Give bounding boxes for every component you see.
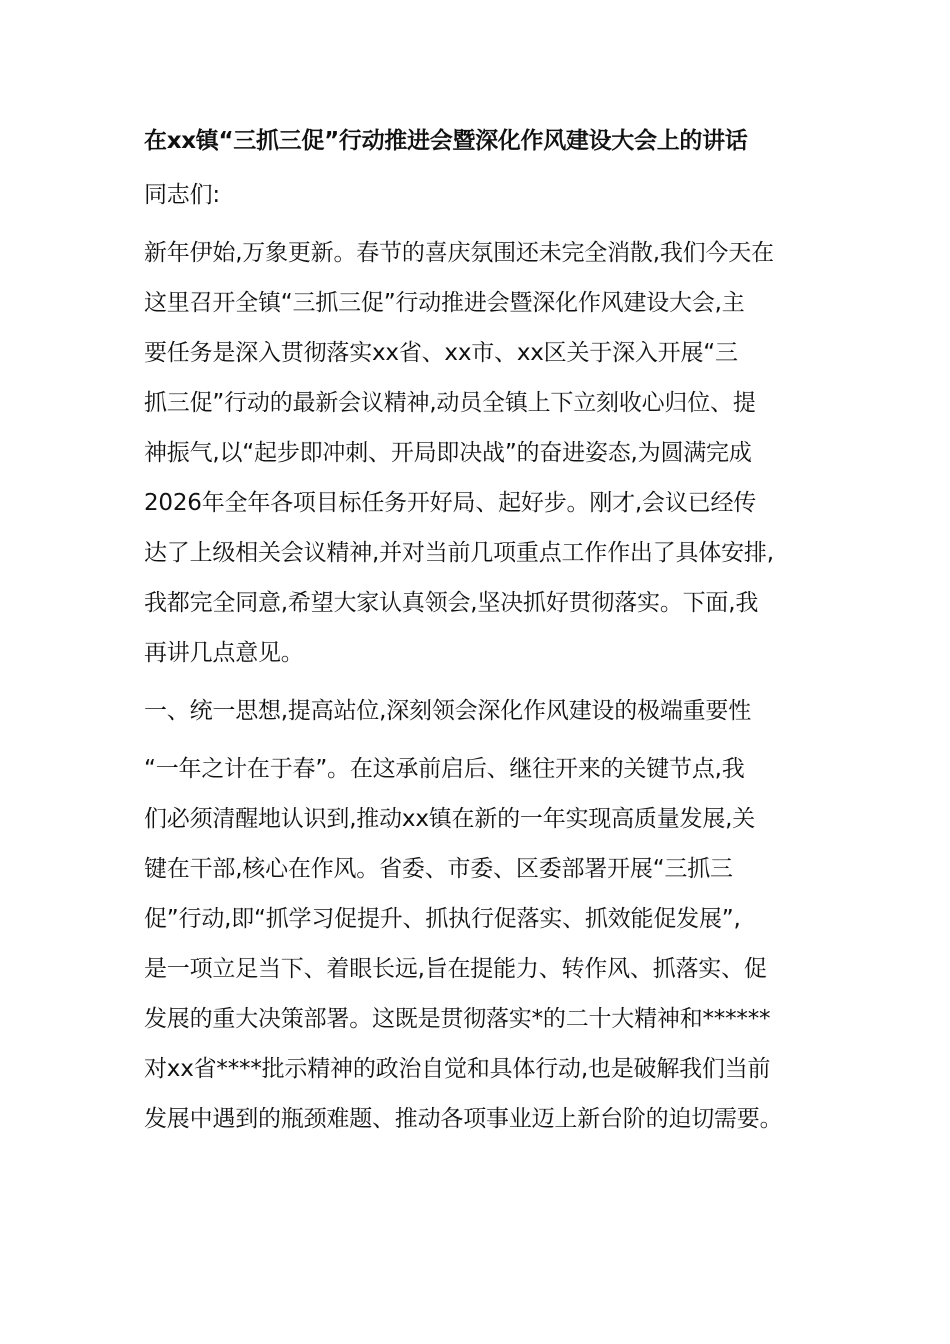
- paragraph-line: 达了上级相关会议精神,并对当前几项重点工作作出了具体安排,: [144, 540, 774, 566]
- salutation: 同志们:: [144, 182, 220, 208]
- paragraph-line: 这里召开全镇“三抓三促”行动推进会暨深化作风建设大会,主: [144, 290, 745, 316]
- section-heading: 一、统一思想,提高站位,深刻领会深化作风建设的极端重要性: [144, 698, 752, 724]
- document-title: 在xx镇“三抓三促”行动推进会暨深化作风建设大会上的讲话: [144, 128, 748, 154]
- paragraph-line: 是一项立足当下、着眼长远,旨在提能力、转作风、抓落实、促: [144, 956, 767, 982]
- paragraph-line: 我都完全同意,希望大家认真领会,坚决抓好贯彻落实。下面,我: [144, 590, 759, 616]
- paragraph-line: 们必须清醒地认识到,推动xx镇在新的一年实现高质量发展,关: [144, 806, 756, 832]
- paragraph-line: 促”行动,即“抓学习促提升、抓执行促落实、抓效能促发展”,: [144, 906, 741, 932]
- paragraph-line: 发展的重大决策部署。这既是贯彻落实*的二十大精神和******: [144, 1006, 771, 1032]
- paragraph-line: 新年伊始,万象更新。春节的喜庆氛围还未完全消散,我们今天在: [144, 240, 774, 266]
- paragraph-line: 神振气,以“起步即冲刺、开局即决战”的奋进姿态,为圆满完成: [144, 440, 752, 466]
- paragraph-line: 对xx省****批示精神的政治自觉和具体行动,也是破解我们当前: [144, 1056, 771, 1082]
- paragraph-intro: [144, 228, 806, 678]
- paragraph-line: “一年之计在于春”。在这承前启后、继往开来的关键节点,我: [144, 756, 745, 782]
- paragraph-line: 键在干部,核心在作风。省委、市委、区委部署开展“三抓三: [144, 856, 733, 882]
- document-page: [144, 120, 806, 1144]
- paragraph-line: 再讲几点意见。: [144, 640, 304, 666]
- paragraph-line: 抓三促”行动的最新会议精神,动员全镇上下立刻收心归位、提: [144, 390, 756, 416]
- paragraph-section-one: [144, 744, 806, 1144]
- paragraph-line: 2026年全年各项目标任务开好局、起好步。刚才,会议已经传: [144, 490, 757, 516]
- paragraph-line: 要任务是深入贯彻落实xx省、xx市、xx区关于深入开展“三: [144, 340, 738, 366]
- paragraph-line: 发展中遇到的瓶颈难题、推动各项事业迈上新台阶的迫切需要。: [144, 1106, 783, 1132]
